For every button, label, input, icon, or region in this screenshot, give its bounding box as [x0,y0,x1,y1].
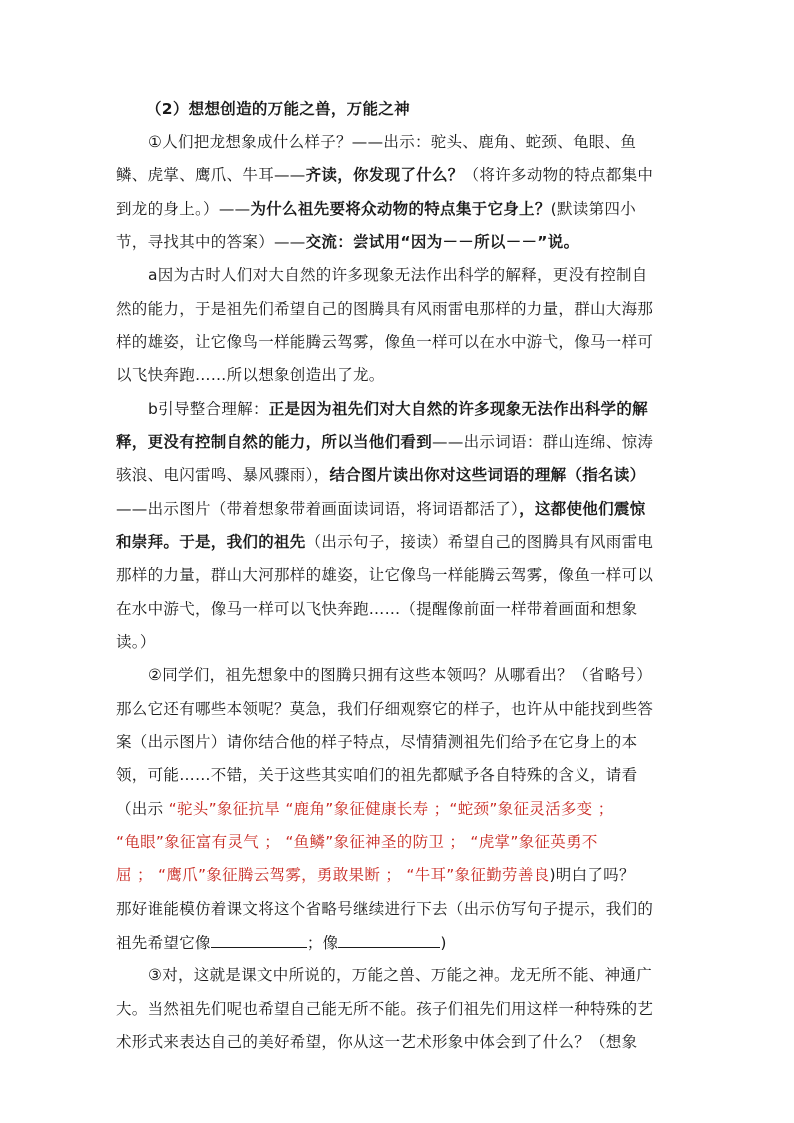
p2-line-2: 那么它还有哪些本领呢？莫急，我们仔细观察它的样子，也许从中能找到些答 [116,700,654,718]
p1-line-4 [116,231,579,253]
p2-line-1: ②同学们，祖先想象中的图腾只拥有这些本领吗？从哪看出？（省略号） [148,666,652,684]
p2-text: ；像 [306,934,339,952]
p3-line-1: ③对，这就是课文中所说的，万能之兽、万能之神。龙无所不能、神通广 [148,966,652,984]
pb-bold-text: ，这都使他们震惊 [519,500,646,518]
p2-text: 祖先希望它像 [116,934,211,952]
pb-line-7: 在水中游弋，像马一样可以飞快奔跑……（提醒像前面一样带着画面和想象 [116,600,638,618]
pb-bold-text: 释，更没有控制自然的能力，所以当他们看到 [116,433,433,451]
pb-line-2 [116,431,653,453]
p1-text: (默读第四小 [550,200,637,218]
p1-bold-question: 为什么祖先要将众动物的特点集于它身上？ [250,200,551,218]
pa-line-3: 样的雄姿，让它像鸟一样能腾云驾雾，像鱼一样可以在水中游弋，像马一样可 [116,333,654,351]
pa-line-2: 然的能力，于是祖先们希望自己的图腾具有风雨雷电那样的力量，群山大海那 [116,300,654,318]
pb-line-4 [116,498,645,520]
pb-line-1 [148,398,648,420]
pb-text: 骇浪、电闪雷鸣、暴风骤雨）， [116,466,330,484]
p1-text: （将许多动物的特点都集中 [463,166,654,184]
p2-line-9 [116,931,447,954]
p1-text: 节，寻找其中的答案）—— [116,233,306,251]
p3-line-2: 大。当然祖先们呢也希望自己能无所不能。孩子们祖先们用这样一种特殊的艺 [116,1000,654,1018]
p2-line-6: “龟眼”象征富有灵气 ； “鱼鳞”象征神圣的防卫 ； “虎掌”象征英勇不 [116,833,598,851]
p2-line-5 [116,798,614,820]
symbol-meanings-red: “驼头”象征抗旱 “鹿角”象征健康长寿 ；“蛇颈”象征灵活多变 ； [168,800,614,818]
p2-line-4: 领，可能……不错，关于这些其实咱们的祖先都赋予各自特殊的含义，请看 [116,766,638,784]
pa-line-4: 以飞快奔跑……所以想象创造出了龙。 [116,366,385,384]
p1-text: 到龙的身上。）—— [116,200,251,218]
p2-text: ) [440,934,447,952]
section-heading: （2）想想创造的万能之兽，万能之神 [146,100,410,118]
p3-line-3: 术形式来表达自己的美好希望，你从这一艺术形象中体会到了什么？（想象 [116,1033,638,1051]
p2-line-7 [116,864,635,886]
p2-text: （出示 [116,800,169,818]
pb-bold-text: 正是因为祖先们对大自然的许多现象无法作出科学的解 [268,400,648,418]
p1-bold-instruction: 交流：尝试用“因为－－所以－－”说。 [305,233,580,251]
pb-text: ——出示词语：群山连绵、惊涛 [432,433,654,451]
symbol-meanings-red: 屈 ； “鹰爪”象征腾云驾雾，勇敢果断 ； “牛耳”象征勤劳善良 [116,866,550,884]
pb-text: b引导整合理解： [148,400,269,418]
p1-bold-question: 齐读，你发现了什么？ [305,166,464,184]
p1-line-2 [116,164,653,186]
pa-line-1: a因为古时人们对大自然的许多现象无法作出科学的解释，更没有控制自 [148,266,648,284]
pb-line-3 [116,464,645,486]
pb-line-8: 读。） [116,633,156,651]
p1-text: 鳞、虎掌、鹰爪、牛耳—— [116,166,306,184]
p2-line-3: 案（出示图片）请你结合他的样子特点，尽情猜测祖先们给予在它身上的本 [116,733,638,751]
p2-line-8: 那好谁能模仿着课文将这个省略号继续进行下去（出示仿写句子提示，我们的 [116,900,654,918]
p1-line-1: ①人们把龙想象成什么样子？——出示：驼头、鹿角、蛇颈、龟眼、鱼 [148,133,637,151]
fill-blank-1 [211,931,307,948]
p1-line-3 [116,198,636,220]
p2-text: )明白了吗？ [549,866,635,884]
pb-text: （出示句子，接读）希望自己的图腾具有风雨雷电 [305,533,654,551]
pb-bold-text: 结合图片读出你对这些词语的理解（指名读） [329,466,646,484]
fill-blank-2 [338,931,440,948]
pb-line-6: 那样的力量，群山大河那样的雄姿，让它像鸟一样能腾云驾雾，像鱼一样可以 [116,566,654,584]
pb-text: ——出示图片（带着想象带着画面读词语，将词语都活了） [116,500,520,518]
pb-bold-text: 和崇拜。于是，我们的祖先 [116,533,306,551]
pb-line-5 [116,531,653,553]
